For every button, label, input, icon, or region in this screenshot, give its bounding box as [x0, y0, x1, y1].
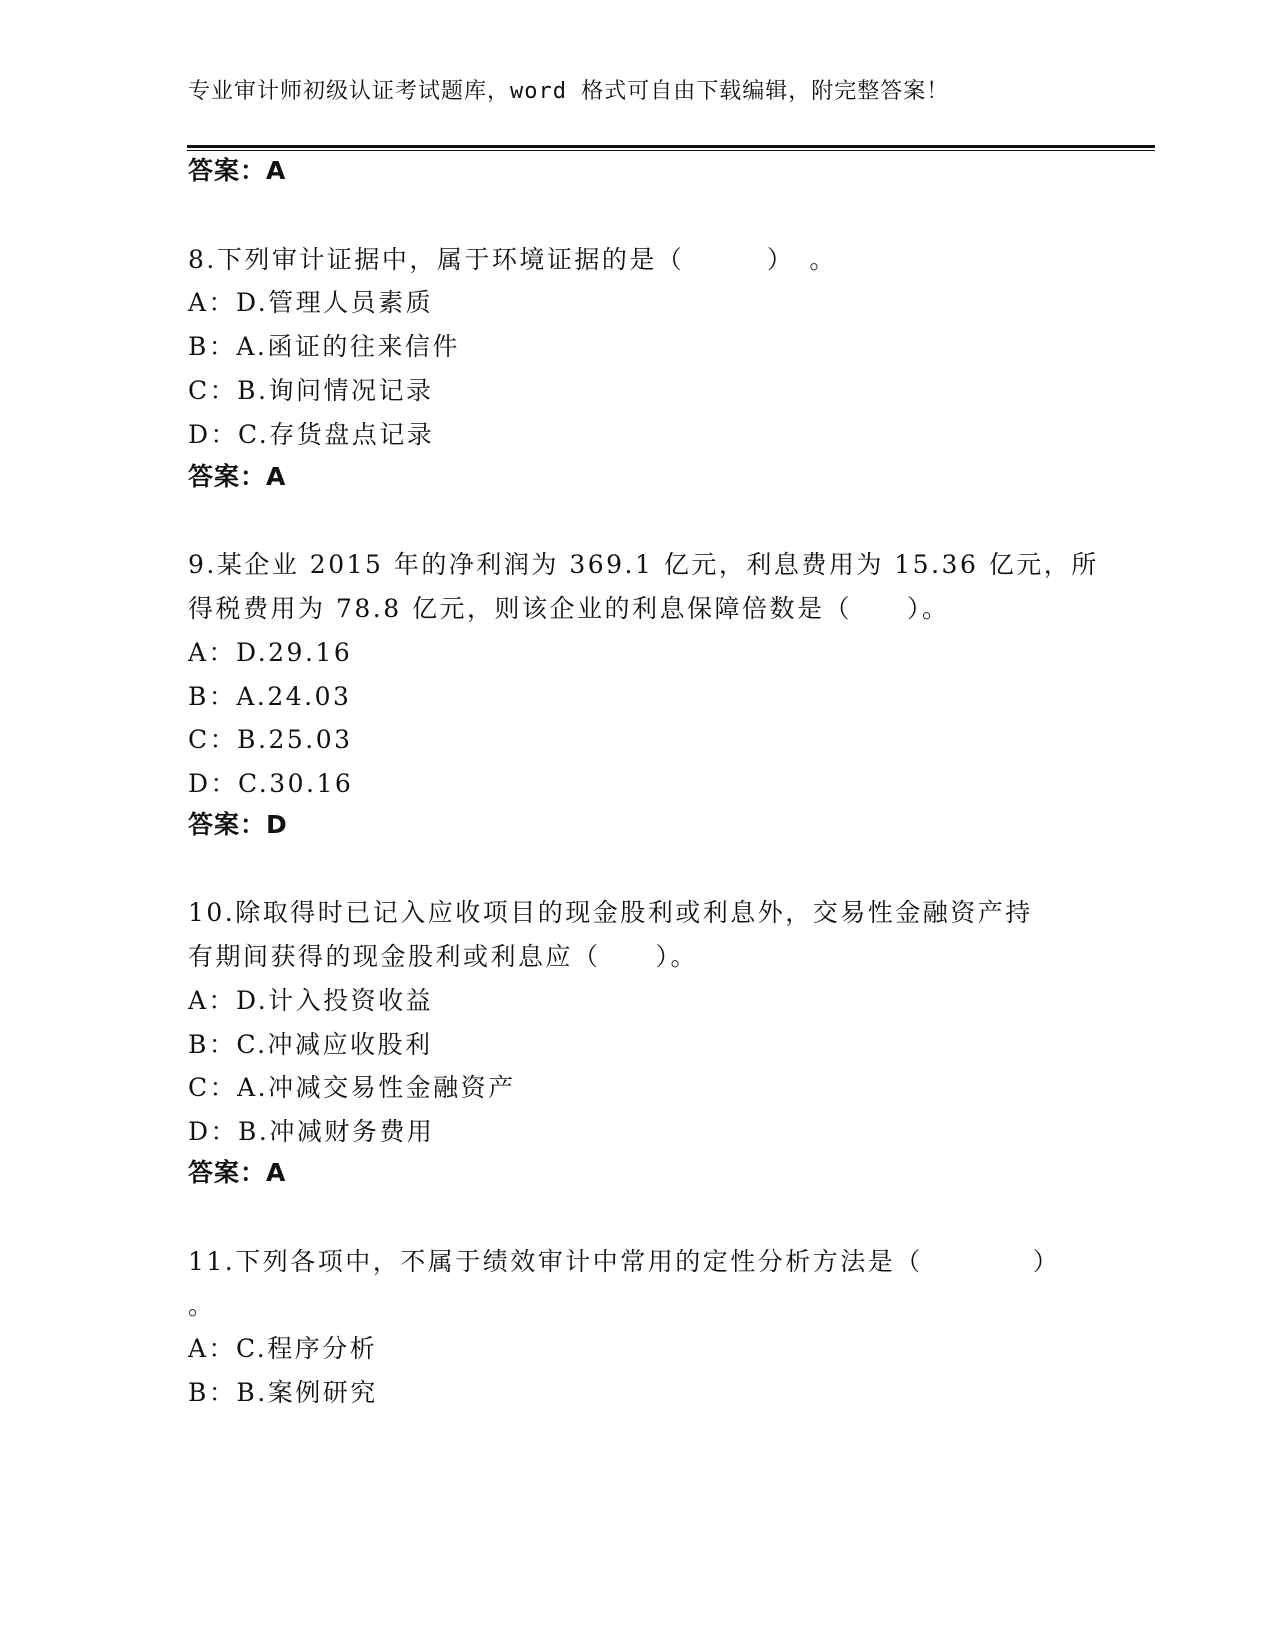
question-10-stem-line-2: 有期间获得的现金股利或利息应（ ）。 — [188, 942, 699, 971]
question-11-stem-line-2: 。 — [188, 1291, 216, 1320]
question-8-option-b: B：A.函证的往来信件 — [188, 332, 460, 361]
question-8-answer: 答案：A — [188, 462, 287, 491]
question-9-option-c: C：B.25.03 — [188, 725, 353, 754]
question-11-option-a: A：C.程序分析 — [188, 1334, 378, 1363]
question-10-option-a: A：D.计入投资收益 — [188, 986, 434, 1015]
question-10-stem-line-1: 10.除取得时已记入应收项目的现金股利或利息外，交易性金融资产持 — [188, 898, 1033, 927]
question-8-option-a: A：D.管理人员素质 — [188, 288, 434, 317]
question-10-answer: 答案：A — [188, 1158, 287, 1187]
question-11-option-b: B：B.案例研究 — [188, 1378, 378, 1407]
question-8-option-c: C：B.询问情况记录 — [188, 376, 434, 405]
question-9-stem-line-1: 9.某企业 2015 年的净利润为 369.1 亿元，利息费用为 15.36 亿元，所 — [188, 550, 1099, 579]
question-9-option-a: A：D.29.16 — [188, 638, 353, 667]
question-9-option-b: B：A.24.03 — [188, 682, 352, 711]
question-8-stem: 8.下列审计证据中，属于环境证据的是（ ） 。 — [188, 245, 837, 274]
question-10-option-c: C：A.冲减交易性金融资产 — [188, 1073, 516, 1102]
header-rule-thick — [187, 145, 1155, 148]
previous-answer: 答案：A — [188, 156, 287, 185]
header-rule-thin — [187, 150, 1155, 151]
question-10-option-d: D：B.冲减财务费用 — [188, 1117, 435, 1146]
question-9-answer: 答案：D — [188, 810, 288, 839]
page-header: 专业审计师初级认证考试题库，word 格式可自由下载编辑，附完整答案！ — [188, 79, 950, 104]
question-8-option-d: D：C.存货盘点记录 — [188, 420, 435, 449]
question-9-stem-line-2: 得税费用为 78.8 亿元，则该企业的利息保障倍数是（ ）。 — [188, 594, 950, 623]
question-9-option-d: D：C.30.16 — [188, 769, 354, 798]
question-11-stem-line-1: 11.下列各项中，不属于绩效审计中常用的定性分析方法是（ ） — [188, 1247, 1061, 1276]
question-10-option-b: B：C.冲减应收股利 — [188, 1030, 433, 1059]
